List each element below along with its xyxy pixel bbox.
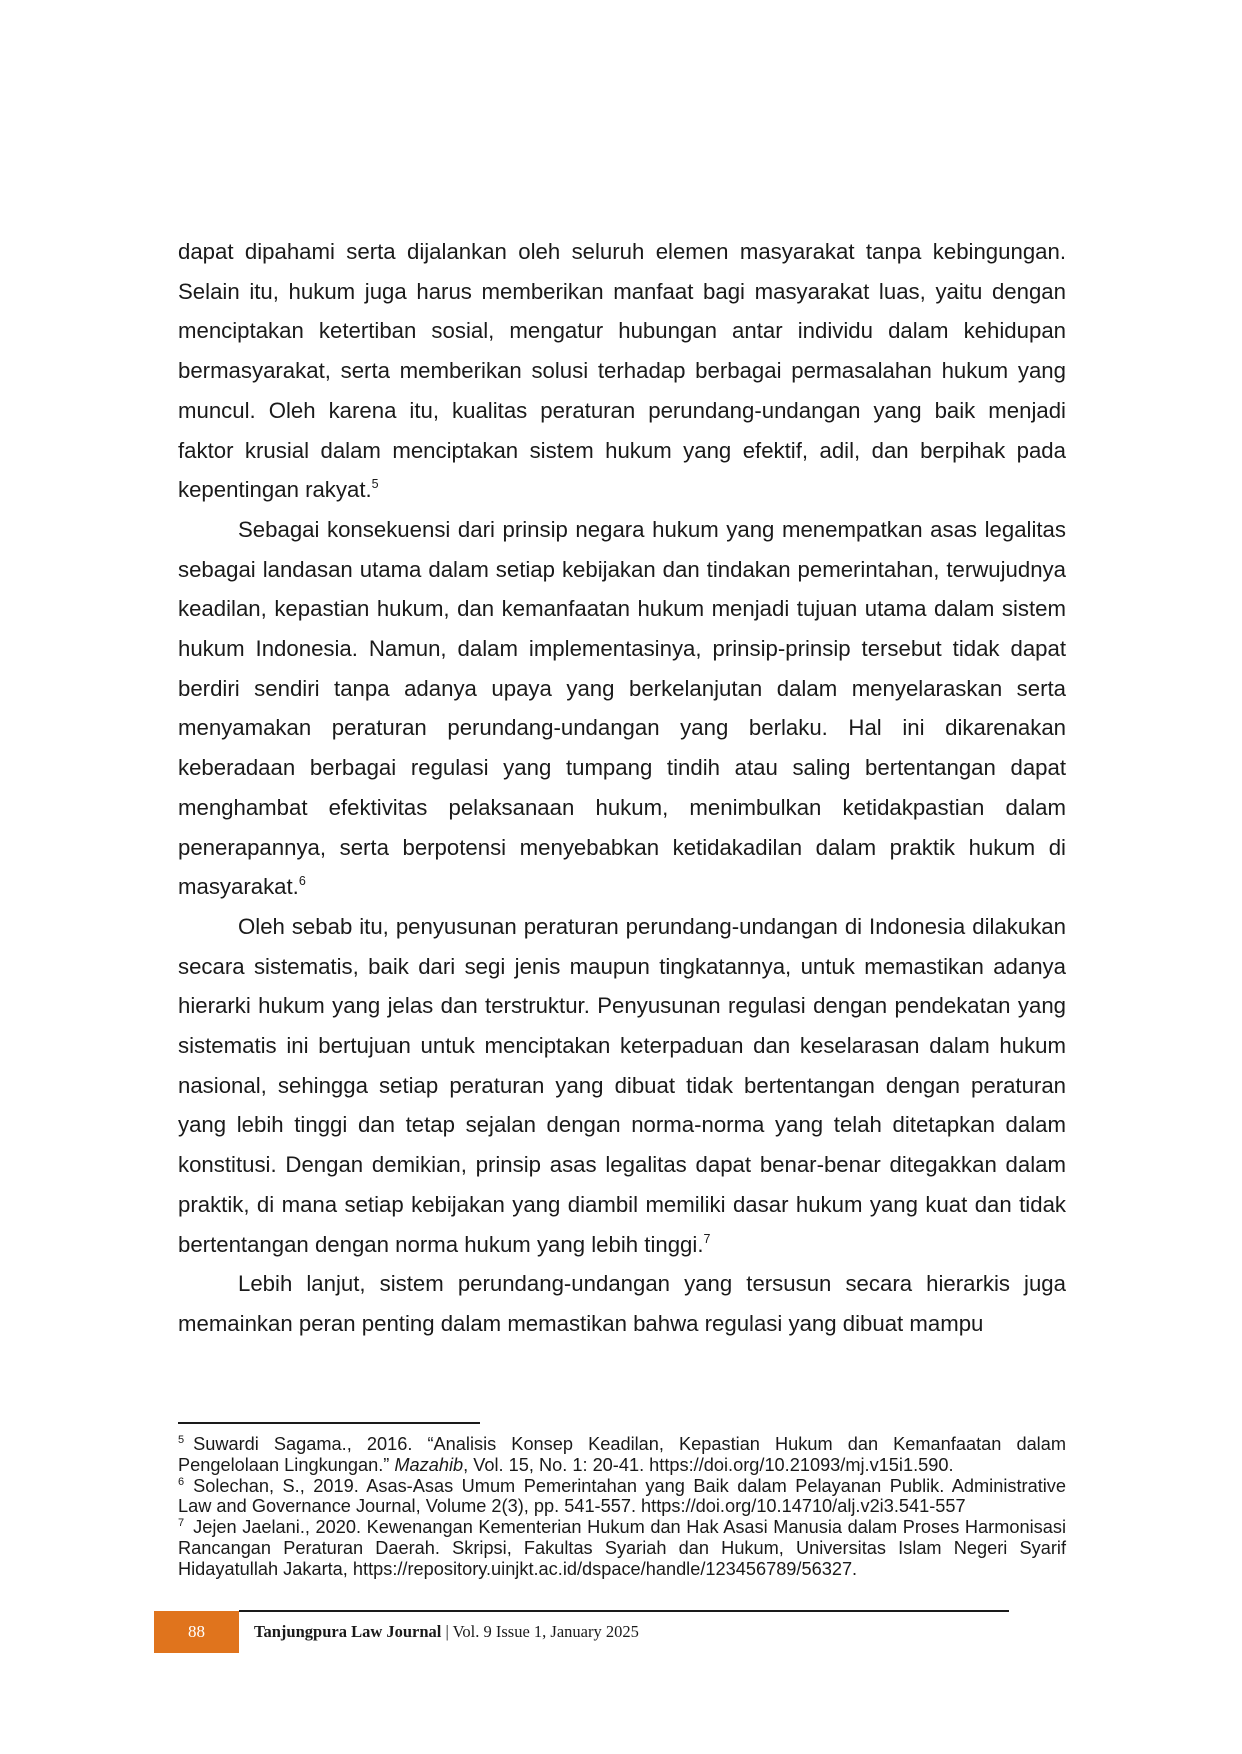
paragraph-1 [178, 232, 1066, 510]
paragraph-text: Lebih lanjut, sistem perundang-undangan yang tersusun secara hierarkis juga memainkan peran penting dalam memastikan bahwa regulasi yang dibuat mampu [178, 1271, 1066, 1336]
journal-issue: Vol. 9 Issue 1, January 2025 [452, 1622, 639, 1641]
paragraph-3 [178, 907, 1066, 1264]
footnote-journal-title: Mazahib [394, 1454, 464, 1475]
journal-name: Tanjungpura Law Journal [254, 1622, 442, 1641]
footnote-ref-7[interactable]: 7 [703, 1231, 711, 1246]
footer-separator: | [445, 1622, 449, 1641]
paragraph-text: dapat dipahami serta dijalankan oleh seluruh elemen masyarakat tanpa kebingungan. Selain itu, hukum juga harus memberikan manfaat bagi masyarakat luas, yaitu dengan menciptakan ketertiban sosial, mengatur hubungan antar individu dalam kehidupan bermasyarakat, serta memberikan solusi terhadap berbagai permasalahan hukum yang muncul. Oleh karena itu, kualitas peraturan perundang-undangan yang baik menjadi faktor krusial dalam menciptakan sistem hukum yang efektif, adil, dan berpihak pada kepentingan rakyat. [178, 239, 1066, 503]
footnote-ref-5[interactable]: 5 [371, 477, 379, 492]
running-footer [254, 1611, 639, 1653]
page-number: 88 [188, 1622, 205, 1641]
footnote-text: Jejen Jaelani., 2020. Kewenangan Kementerian Hukum dan Hak Asasi Manusia dalam Proses Harmonisasi Rancangan Peraturan Daerah. Skripsi, Fakultas Syariah dan Hukum, Universitas Islam Negeri Syarif Hidayatullah Jakarta, https://repository.uinjkt.ac.id/dspace/handle/123456789/56327. [178, 1517, 1066, 1579]
body-text [178, 232, 1066, 1344]
footnote-number: 6 [178, 1475, 185, 1488]
footnote-number: 5 [178, 1434, 185, 1446]
footnote-6 [178, 1476, 1066, 1518]
paragraph-4 [178, 1264, 1066, 1343]
footnote-separator [178, 1422, 480, 1424]
footnote-text-end: , Vol. 15, No. 1: 20-41. https://doi.org/10.21093/mj.v15i1.590. [463, 1454, 954, 1475]
footnote-text: Solechan, S., 2019. Asas-Asas Umum Pemerintahan yang Baik dalam Pelayanan Publik. Administrative Law and Governance Journal, Volume 2(3), pp. 541-557. https://doi.org/10.14710/alj.v2i3.541-557 [178, 1475, 1066, 1517]
paragraph-text: Oleh sebab itu, penyusunan peraturan perundang-undangan di Indonesia dilakukan secara sistematis, baik dari segi jenis maupun tingkatannya, untuk memastikan adanya hierarki hukum yang jelas dan terstruktur. Penyusunan regulasi dengan pendekatan yang sistematis ini bertujuan untuk menciptakan keterpaduan dan keselarasan dalam hukum nasional, sehingga setiap peraturan yang dibuat tidak bertentangan dengan peraturan yang lebih tinggi dan tetap sejalan dengan norma-norma yang telah ditetapkan dalam konstitusi. Dengan demikian, prinsip asas legalitas dapat benar-benar ditegakkan dalam praktik, di mana setiap kebijakan yang diambil memiliki dasar hukum yang kuat dan tidak bertentangan dengan norma hukum yang lebih tinggi. [178, 913, 1066, 1257]
footnotes [178, 1434, 1066, 1580]
footnote-ref-6[interactable]: 6 [298, 874, 306, 889]
footnote-number: 7 [178, 1517, 185, 1530]
paragraph-text: Sebagai konsekuensi dari prinsip negara hukum yang menempatkan asas legalitas sebagai landasan utama dalam setiap kebijakan dan tindakan pemerintahan, terwujudnya keadilan, kepastian hukum, dan kemanfaatan hukum menjadi tujuan utama dalam sistem hukum Indonesia. Namun, dalam implementasinya, prinsip-prinsip tersebut tidak dapat berdiri sendiri tanpa adanya upaya yang berkelanjutan dalam menyelaraskan serta menyamakan peraturan perundang-undangan yang berlaku. Hal ini dikarenakan keberadaan berbagai regulasi yang tumpang tindih atau saling bertentangan dapat menghambat efektivitas pelaksanaan hukum, menimbulkan ketidakpastian dalam penerapannya, serta berpotensi menyebabkan ketidakadilan dalam praktik hukum di masyarakat. [178, 516, 1066, 900]
footnote-7 [178, 1517, 1066, 1579]
paragraph-2 [178, 510, 1066, 907]
footnote-text: Suwardi Sagama., 2016. “Analisis Konsep Keadilan, Kepastian Hukum dan Kemanfaatan dalam Pengelolaan Lingkungan.” [178, 1434, 1066, 1475]
footnote-5 [178, 1434, 1066, 1476]
